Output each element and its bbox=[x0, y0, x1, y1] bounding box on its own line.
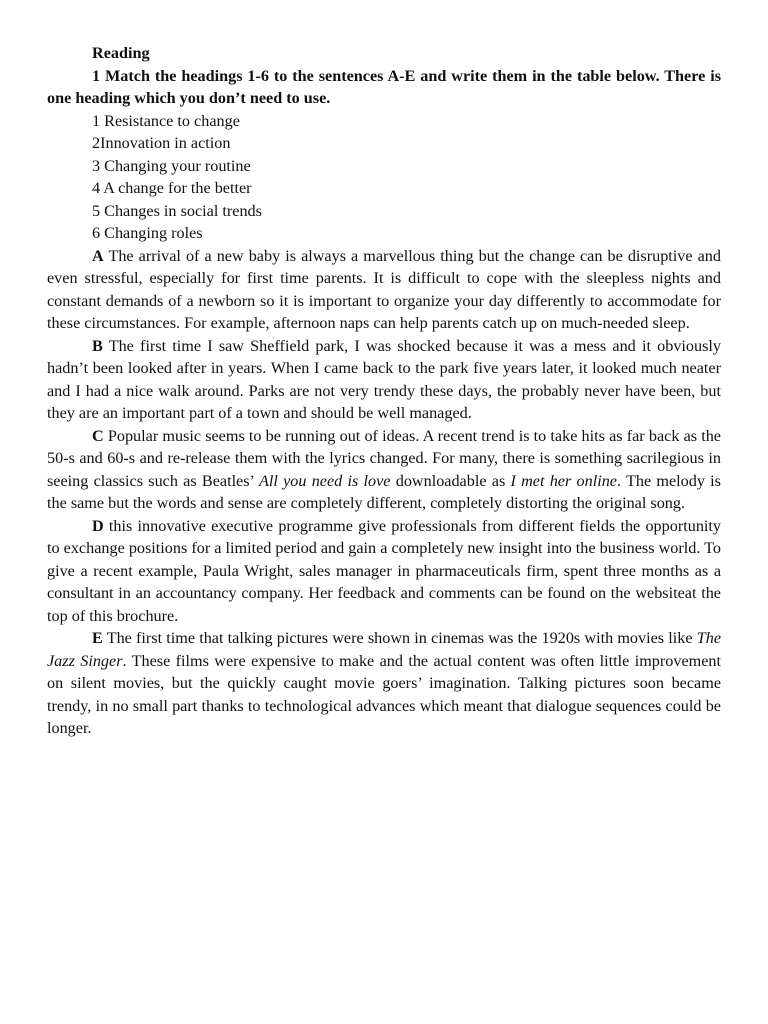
paragraph-a bbox=[47, 245, 721, 335]
section-title: Reading bbox=[92, 44, 150, 62]
paragraph-c-text-3: . The melody is the same but the words and sense are completely different, completely distorting the original song. bbox=[47, 471, 721, 512]
document-page bbox=[47, 42, 721, 740]
paragraph-d-letter: D bbox=[92, 516, 104, 535]
paragraph-e-letter: E bbox=[92, 629, 103, 647]
song-title-rerelease: I met her online bbox=[510, 471, 617, 490]
paragraph-c bbox=[47, 425, 721, 515]
heading-option-3: 3 Changing your routine bbox=[92, 156, 251, 175]
task-instruction: 1 Match the headings 1-6 to the sentences A-E and write them in the table below. There is one heading which you don’t need to use. bbox=[47, 66, 721, 107]
paragraph-e-text-2: . These films were expensive to make and the actual content was often little improvement on silent movies, but the quickly caught movie goers’ imagination. Talking pictures soon became trendy, in no small part thanks to technological advances which meant that dialogue sequences could be longer. bbox=[47, 651, 722, 737]
paragraph-b bbox=[47, 335, 721, 425]
paragraph-e-text-1: The first time that talking pictures were shown in cinemas was the 1920s with movies like bbox=[102, 629, 697, 647]
heading-option-1: 1 Resistance to change bbox=[92, 111, 240, 130]
paragraph-b-text: The first time I saw Sheffield park, I was shocked because it was a mess and it obviously hadn’t been looked after in years. When I came back to the park five years later, it looked much neater and I had a nice walk around. Parks are not very trendy these days, the probably never have been, but they are an important part of a town and should be well managed. bbox=[47, 336, 721, 422]
paragraph-e bbox=[47, 627, 721, 740]
paragraph-c-letter: C bbox=[92, 426, 104, 445]
paragraph-b-letter: B bbox=[92, 336, 103, 355]
heading-option-5: 5 Changes in social trends bbox=[92, 201, 262, 220]
paragraph-a-text: The arrival of a new baby is always a marvellous thing but the change can be disruptive and even stressful, especially for first time parents. It is difficult to cope with the sleepless nights and constant demands of a newborn so it is important to organize your day differently to accommodate for these circumstances. For example, afternoon naps can help parents catch up on much-needed sleep. bbox=[47, 246, 721, 332]
heading-option-4: 4 A change for the better bbox=[92, 179, 252, 197]
paragraph-a-letter: A bbox=[92, 246, 104, 265]
paragraph-c-text-1: Popular music seems to be running out of ideas. A recent trend is to take hits as far back as the 50-s and 60-s and re-release them with the lyrics changed. For many, there is something sacrilegious in seeing classics such as Beatles’ bbox=[47, 426, 721, 490]
paragraph-d-text: this innovative executive programme give professionals from different fields the opportunity to exchange positions for a limited period and gain a completely new insight into the business world. To give a recent example, Paula Wright, sales manager in pharmaceuticals firm, spent three months as a consultant in an accountancy company. Her feedback and comments can be found on the websiteat the top of this brochure. bbox=[47, 516, 721, 625]
film-title: The Jazz Singer bbox=[47, 629, 721, 670]
heading-option-2: 2Innovation in action bbox=[92, 134, 231, 152]
paragraph-d bbox=[47, 515, 721, 628]
song-title-original: All you need is love bbox=[258, 471, 391, 490]
heading-option-6: 6 Changing roles bbox=[92, 224, 203, 242]
paragraph-c-text-2: downloadable as bbox=[390, 471, 511, 490]
